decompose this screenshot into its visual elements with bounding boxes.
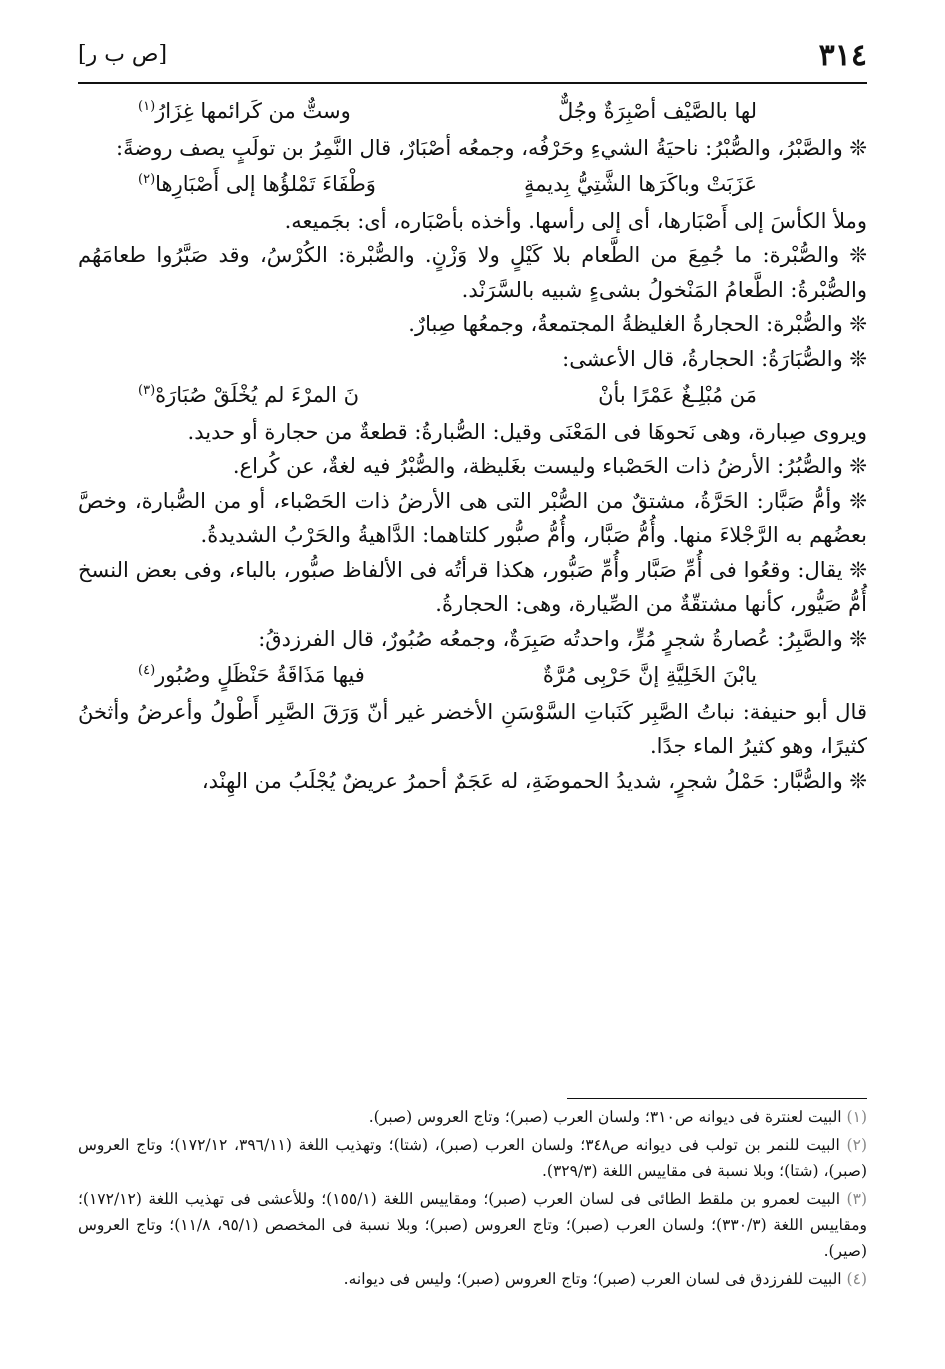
verse-first-hemistich: يابْنَ الخَلِيَّةِ إنَّ حَرْبِى مُرَّةٌ	[542, 663, 757, 687]
footnote-number: (٤)	[846, 1270, 867, 1288]
verse-second-hemistich: وستٌّ من كَرائمها غِزَارُ$^{(١)}$	[138, 99, 351, 123]
footnote-ref[interactable]: (٣)	[138, 383, 156, 398]
running-head: [ص ب ر]	[78, 42, 168, 67]
page-header	[78, 38, 867, 84]
entry-paragraph: ❊ والصَّبْرُ، والصُّبْرُ: ناحيَةُ الشيءِ وحَرْفُه، وجمعُه أصْبَارٌ، قال النَّمِرُ بن تولَبٍ يصف روضةً:	[116, 135, 867, 160]
verse-line	[78, 658, 867, 693]
verse-second-hemistich: فيها مَذَاقَةُ حَنْظَلٍ وصُبُور$^{(٤)}$	[138, 663, 365, 687]
verse-first-hemistich: مَن مُبْلِـغٌ عَمْرًا بأنْ	[598, 383, 757, 407]
entry-paragraph: وملأ الكأسَ إلى أَصْبَارها، أى إلى رأسها. وأخذه بأصْبَاره، أى: بجَميعه.	[284, 208, 867, 233]
footnote-ref[interactable]: (٤)	[138, 663, 156, 678]
footnote-number: (١)	[846, 1108, 867, 1126]
footnote	[78, 1186, 867, 1264]
footnote	[78, 1266, 867, 1292]
verse-first-hemistich: عَزَبَتْ وباكَرَها الشَّتِيُّ بِديمةٍ	[524, 172, 757, 196]
footnote-ref[interactable]: (٢)	[138, 172, 156, 187]
verse-first-hemistich: لها بالصَّيْف أصْبِرَةٌ وجُلٌّ	[557, 99, 757, 123]
footnotes	[78, 1104, 867, 1294]
footnote-number: (٣)	[846, 1190, 867, 1208]
footnote-text: البيت لعنترة فى ديوانه ص٣١٠؛ ولسان العرب (صبر)؛ وتاج العروس (صبر).	[368, 1108, 842, 1126]
main-text	[78, 92, 867, 798]
footnote-text: البيت للنمر بن تولب فى ديوانه ص٣٤٨؛ ولسان العرب (صبر)، (شتا)؛ وتهذيب اللغة (٣٩٦/١١، ١٧٢/١٢)؛ وتاج العروس (صبر)، (شتا)؛ وبلا نسبة فى مقاييس اللغة (٣٢٩/٣).	[78, 1136, 867, 1180]
entry-paragraph: ❊ والصُّبْرة: ما جُمِعَ من الطَّعام بلا كَيْلٍ ولا وَزْنٍ. والصُّبْرة: الكُرْسُ، وقد صَبَّرُوا طعامَهُم والصُّبْرةُ: الطَّعامُ المَنْخولُ بشىءٍ شبيه بالسَّرَنْد.	[78, 243, 867, 302]
verse-line	[78, 94, 867, 129]
footnote-ref[interactable]: (١)	[138, 99, 156, 114]
footnote-divider	[567, 1098, 867, 1099]
entry-paragraph: ❊ والصُّبْرة: الحجارةُ الغليظةُ المجتمعةُ، وجمعُها صِبارٌ.	[408, 312, 867, 336]
verse-second-hemistich: وَطْفَاءَ تَمْلؤُها إلى أَصْبَارِها$^{(٢)}$	[138, 172, 376, 196]
verse-line	[78, 378, 867, 413]
footnote-number: (٢)	[846, 1136, 867, 1154]
footnote-text: البيت للفرزدق فى لسان العرب (صبر)؛ وتاج العروس (صبر)؛ وليس فى ديوانه.	[343, 1270, 842, 1288]
page-number: ٣١٤	[818, 38, 867, 73]
entry-paragraph: ❊ والصُّبُرُ: الأرضُ ذات الحَصْباء وليست بغَليظة، والصُّبْرُ فيه لغةٌ، عن كُراع.	[232, 454, 867, 478]
verse-second-hemistich: نَ المرْءَ لم يُخْلَقْ صُبَارَهْ$^{(٣)}$	[138, 383, 360, 407]
verse-line	[78, 167, 867, 202]
entry-paragraph: ❊ والصُّبَارَةُ: الحجارةُ، قال الأعشى:	[562, 346, 867, 371]
footnote	[78, 1104, 867, 1130]
footnote-text: البيت لعمرو بن ملقط الطائى فى لسان العرب (صبر)؛ ومقاييس اللغة (١٥٥/١)؛ وللأعشى فى تهذيب اللغة (١٧٢/١٢)؛ ومقاييس اللغة (٣٣٠/٣)؛ ولسان العرب (صبر)؛ وتاج العروس (صبر)؛ وبلا نسبة فى المخصص (٩٥/١، ١١/٨)؛ وتاج العروس (صير).	[78, 1190, 867, 1260]
entry-paragraph: ❊ والصَّبِرُ: عُصارةُ شجرٍ مُرٍّ، واحدتُه صَبِرَةٌ، وجمعُه صُبُورٌ، قال الفرزدقُ:	[258, 626, 867, 651]
entry-paragraph: ❊ وأمُّ صَبَّار: الحَرَّةُ، مشتقٌ من الصُّبْر التى هى الأرضُ ذات الحَصْباء، أو من الصُّبارة، وخصَّ بعضُهم به الرَّجْلاءَ منها. وأُمُّ صَبَّار، وأُمُّ صبُّور كلتاهما: الدَّاهيةُ والحَرْبُ الشديدةُ.	[78, 488, 867, 547]
entry-paragraph: قال أبو حنيفة: نباتُ الصَّبِر كَنَباتِ السَّوْسَنِ الأخضر غير أنّ وَرَقَ الصَّبِر أَطْولُ وأعرضُ وأثخنُ كثيرًا، وهو كثيرُ الماء جدًا.	[78, 699, 867, 758]
entry-paragraph: ❊ والصُّبَّار: حَمْلُ شجرٍ، شديدُ الحموضَةِ، له عَجَمٌ أحمرُ عريضٌ يُجْلَبُ من الهِنْد،	[201, 768, 867, 793]
entry-paragraph: ويروى صِبارة، وهى نَحوهَا فى المَعْنَى وقيل: الصُّبارةُ: قطعةٌ من حجارة أو حديد.	[187, 419, 867, 444]
entry-paragraph: ❊ يقال: وقعُوا فى أُمِّ صَبَّار وأُمِّ صَبُّور، هكذا قرأتُه فى الألفاظ صبُّور، بالباء، وفى بعض النسخ أُمُّ صَيُّور، كأنها مشتقّةٌ من الصِّيارة، وهى: الحجارةُ.	[78, 557, 867, 616]
footnote	[78, 1132, 867, 1184]
